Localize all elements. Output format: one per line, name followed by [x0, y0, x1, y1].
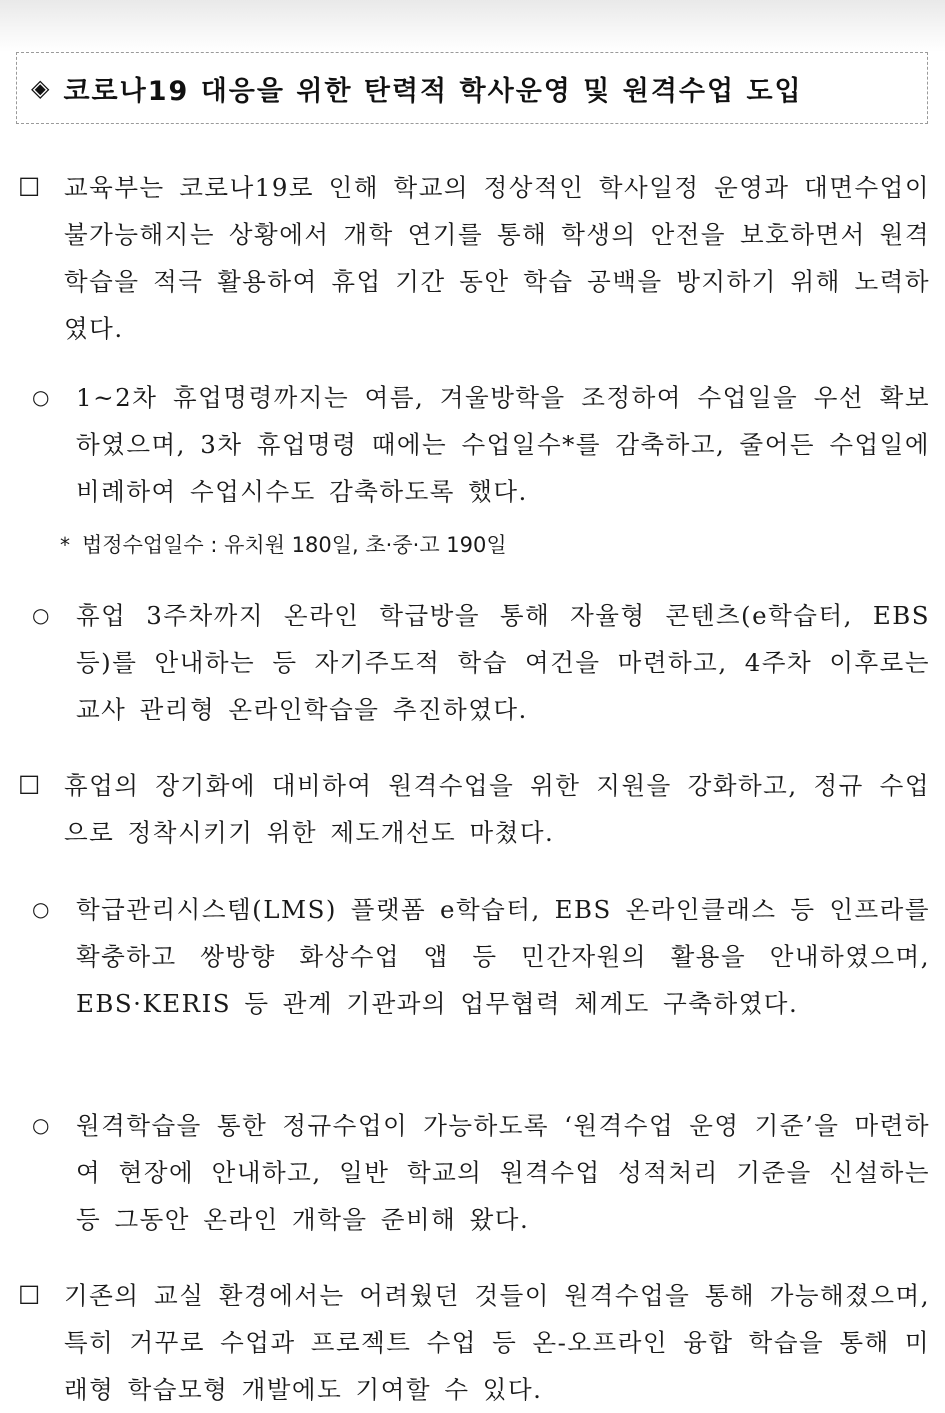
paragraph-text: 교육부는 코로나19로 인해 학교의 정상적인 학사일정 운영과 대면수업이 불가능해지는 상황에서 개학 연기를 통해 학생의 안전을 보호하면서 원격학습을 적극 활용하여 휴업 기간 동안 학습 공백을 방지하기 위해 노력하였다. [64, 173, 930, 343]
paragraph-text: 기존의 교실 환경에서는 어려웠던 것들이 원격수업을 통해 가능해졌으며, 특히 거꾸로 수업과 프로젝트 수업 등 온-오프라인 융합 학습을 통해 미래형 학습모형 개발에도 기여할 수 있다. [64, 1281, 930, 1404]
section-title: 코로나19 대응을 위한 탄력적 학사운영 및 원격수업 도입 [63, 75, 803, 107]
sub-paragraph-4 [30, 1102, 930, 1243]
paragraph-2 [18, 762, 930, 856]
footnote [60, 530, 920, 560]
sub-paragraph-2 [30, 592, 930, 733]
footnote-text: 법정수업일수 : 유치원 180일, 초·중·고 190일 [82, 533, 507, 557]
diamond-bullet-icon: ◈ [31, 74, 50, 102]
circle-bullet-icon: ○ [32, 897, 50, 921]
checkbox-square-icon: ☐ [18, 1281, 41, 1310]
sub-paragraph-text: 휴업 3주차까지 온라인 학급방을 통해 자율형 콘텐츠(e학습터, EBS 등)를 안내하는 등 자기주도적 학습 여건을 마련하고, 4주차 이후로는 교사 관리형 온라인학습을 추진하였다. [76, 601, 930, 724]
sub-paragraph-text: 학급관리시스템(LMS) 플랫폼 e학습터, EBS 온라인클래스 등 인프라를 확충하고 쌍방향 화상수업 앱 등 민간자원의 활용을 안내하였으며, EBS·KERIS 등 관계 기관과의 업무협력 체계도 구축하였다. [76, 895, 930, 1018]
sub-paragraph-text: 원격학습을 통한 정규수업이 가능하도록 ‘원격수업 운영 기준’을 마련하여 현장에 안내하고, 일반 학교의 원격수업 성적처리 기준을 신설하는 등 그동안 온라인 개학을 준비해 왔다. [76, 1111, 930, 1234]
sub-paragraph-text: 1~2차 휴업명령까지는 여름, 겨울방학을 조정하여 수업일을 우선 확보하였으며, 3차 휴업명령 때에는 수업일수*를 감축하고, 줄어든 수업일에 비례하여 수업시수도 감축하도록 했다. [76, 383, 930, 506]
paragraph-1 [18, 164, 930, 352]
sub-paragraph-1 [30, 374, 930, 515]
circle-bullet-icon: ○ [32, 1113, 50, 1137]
checkbox-square-icon: ☐ [18, 771, 41, 800]
checkbox-square-icon: ☐ [18, 173, 41, 202]
asterisk-icon: * [60, 533, 70, 557]
top-shadow-bar [0, 0, 945, 52]
circle-bullet-icon: ○ [32, 385, 50, 409]
circle-bullet-icon: ○ [32, 603, 50, 627]
section-title-box [16, 52, 928, 124]
sub-paragraph-3 [30, 886, 930, 1027]
paragraph-text: 휴업의 장기화에 대비하여 원격수업을 위한 지원을 강화하고, 정규 수업으로 정착시키기 위한 제도개선도 마쳤다. [64, 771, 930, 847]
paragraph-3 [18, 1272, 930, 1413]
